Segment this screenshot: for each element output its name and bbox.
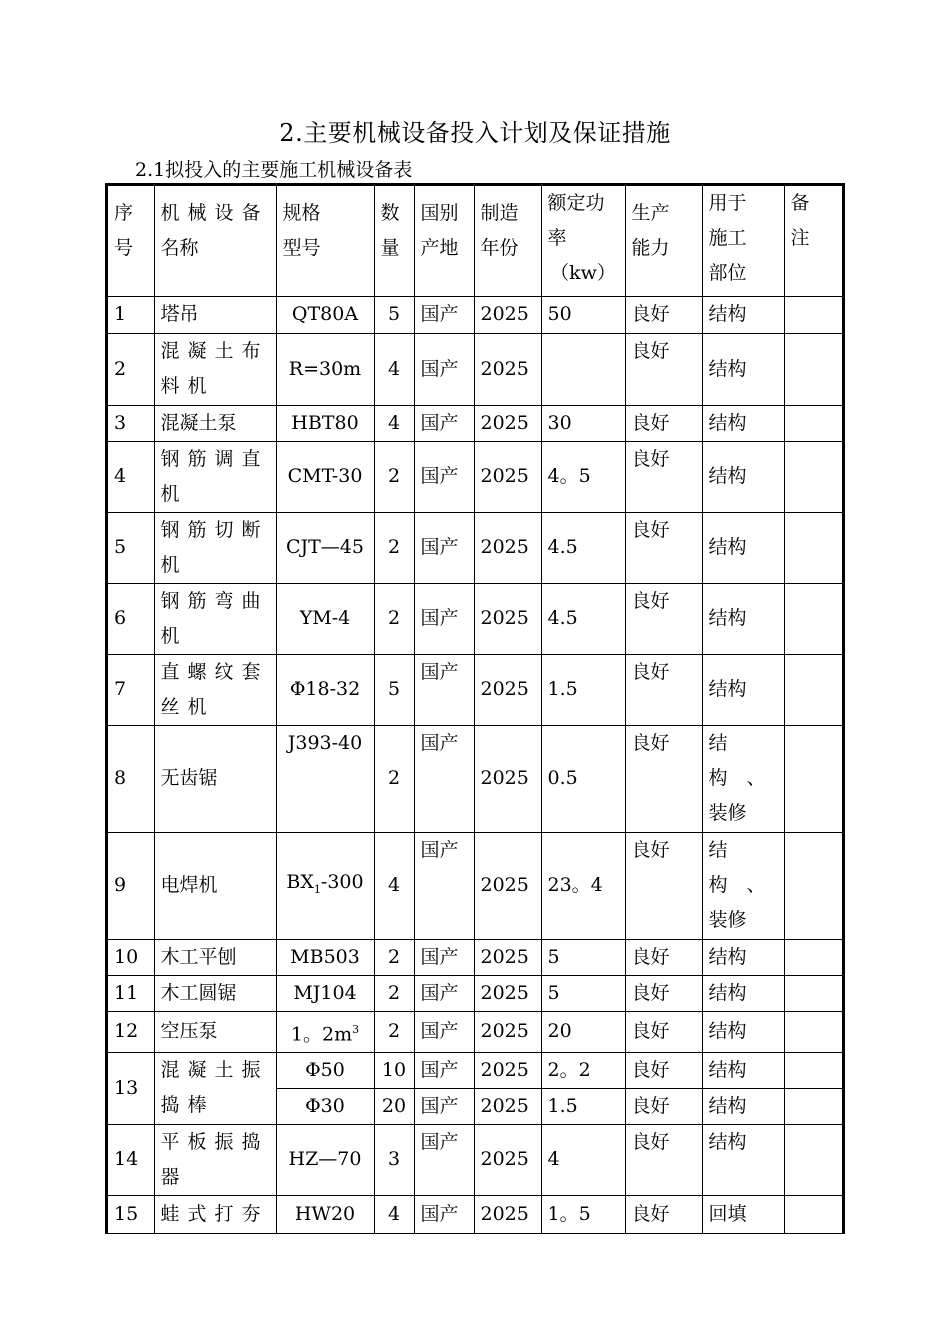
cell-qty: 2 bbox=[374, 725, 414, 832]
cell-usage: 结构 bbox=[702, 1124, 784, 1195]
cell-origin: 国产 bbox=[414, 1011, 474, 1052]
cell-usage: 结构 bbox=[702, 441, 784, 512]
cell-no: 8 bbox=[108, 725, 154, 832]
cell-spec: J393-40 bbox=[276, 725, 374, 832]
header-name: 机械设备 名称 bbox=[154, 186, 276, 296]
cell-usage: 结 构 、 装修 bbox=[702, 832, 784, 939]
cell-no: 14 bbox=[108, 1124, 154, 1195]
cell-capacity: 良好 bbox=[625, 1088, 702, 1124]
cell-name: 蛙式打夯 bbox=[154, 1195, 276, 1233]
cell-origin: 国产 bbox=[414, 1124, 474, 1195]
cell-qty: 2 bbox=[374, 939, 414, 975]
cell-name: 木工圆锯 bbox=[154, 975, 276, 1011]
cell-note bbox=[784, 654, 842, 725]
cell-power: 0.5 bbox=[541, 725, 625, 832]
cell-name: 混凝土振捣棒 bbox=[154, 1052, 276, 1124]
cell-qty: 5 bbox=[374, 654, 414, 725]
table-header-row bbox=[108, 186, 842, 296]
cell-origin: 国产 bbox=[414, 1088, 474, 1124]
cell-origin: 国产 bbox=[414, 512, 474, 583]
cell-power: 1。5 bbox=[541, 1195, 625, 1233]
cell-capacity: 良好 bbox=[625, 1011, 702, 1052]
cell-usage: 结构 bbox=[702, 1011, 784, 1052]
table-row bbox=[108, 441, 842, 512]
cell-year: 2025 bbox=[474, 832, 541, 939]
cell-no: 10 bbox=[108, 939, 154, 975]
cell-capacity: 良好 bbox=[625, 654, 702, 725]
cell-capacity: 良好 bbox=[625, 1052, 702, 1088]
cell-capacity: 良好 bbox=[625, 333, 702, 405]
cell-qty: 4 bbox=[374, 405, 414, 441]
cell-no: 6 bbox=[108, 583, 154, 654]
cell-year: 2025 bbox=[474, 975, 541, 1011]
table-row bbox=[108, 583, 842, 654]
cell-usage: 结 构 、 装修 bbox=[702, 725, 784, 832]
table-row bbox=[108, 725, 842, 832]
cell-name: 空压泵 bbox=[154, 1011, 276, 1052]
cell-spec: Φ18-32 bbox=[276, 654, 374, 725]
cell-usage: 结构 bbox=[702, 405, 784, 441]
cell-power: 2。2 bbox=[541, 1052, 625, 1088]
cell-year: 2025 bbox=[474, 441, 541, 512]
cell-origin: 国产 bbox=[414, 939, 474, 975]
cell-spec: 1。$2m^3$ bbox=[276, 1011, 374, 1052]
cell-no: 1 bbox=[108, 296, 154, 333]
cell-power: 4.5 bbox=[541, 583, 625, 654]
cell-power: 23。4 bbox=[541, 832, 625, 939]
cell-spec: $BX_1-300$ bbox=[276, 832, 374, 939]
cell-capacity: 良好 bbox=[625, 296, 702, 333]
cell-usage: 结构 bbox=[702, 939, 784, 975]
cell-origin: 国产 bbox=[414, 725, 474, 832]
table-row bbox=[108, 832, 842, 939]
cell-usage: 结构 bbox=[702, 512, 784, 583]
cell-year: 2025 bbox=[474, 583, 541, 654]
cell-qty: 10 bbox=[374, 1052, 414, 1088]
cell-no: 5 bbox=[108, 512, 154, 583]
cell-power: 4 bbox=[541, 1124, 625, 1195]
table-row bbox=[108, 1011, 842, 1052]
cell-power: 4。5 bbox=[541, 441, 625, 512]
cell-note bbox=[784, 939, 842, 975]
cell-year: 2025 bbox=[474, 725, 541, 832]
table-row bbox=[108, 405, 842, 441]
cell-origin: 国产 bbox=[414, 654, 474, 725]
cell-note bbox=[784, 1124, 842, 1195]
cell-spec: Φ30 bbox=[276, 1088, 374, 1124]
cell-usage: 结构 bbox=[702, 975, 784, 1011]
cell-spec: QT80A bbox=[276, 296, 374, 333]
cell-year: 2025 bbox=[474, 1124, 541, 1195]
equipment-table bbox=[108, 186, 842, 1234]
cell-origin: 国产 bbox=[414, 333, 474, 405]
cell-power: 1.5 bbox=[541, 654, 625, 725]
cell-qty: 4 bbox=[374, 333, 414, 405]
cell-qty: 5 bbox=[374, 296, 414, 333]
cell-usage: 回填 bbox=[702, 1195, 784, 1233]
cell-usage: 结构 bbox=[702, 654, 784, 725]
cell-capacity: 良好 bbox=[625, 583, 702, 654]
cell-qty: 20 bbox=[374, 1088, 414, 1124]
cell-capacity: 良好 bbox=[625, 441, 702, 512]
header-usage: 用于 施工 部位 bbox=[702, 186, 784, 296]
cell-note bbox=[784, 975, 842, 1011]
cell-spec: Φ50 bbox=[276, 1052, 374, 1088]
cell-spec: CJT—45 bbox=[276, 512, 374, 583]
cell-note bbox=[784, 583, 842, 654]
header-power: 额定功 率 （kw） bbox=[541, 186, 625, 296]
cell-no: 9 bbox=[108, 832, 154, 939]
cell-note bbox=[784, 441, 842, 512]
cell-origin: 国产 bbox=[414, 583, 474, 654]
cell-spec: MJ104 bbox=[276, 975, 374, 1011]
cell-year: 2025 bbox=[474, 1052, 541, 1088]
cell-year: 2025 bbox=[474, 296, 541, 333]
cell-capacity: 良好 bbox=[625, 1195, 702, 1233]
table-row bbox=[108, 939, 842, 975]
cell-capacity: 良好 bbox=[625, 405, 702, 441]
cell-qty: 2 bbox=[374, 512, 414, 583]
cell-power: 4.5 bbox=[541, 512, 625, 583]
cell-qty: 3 bbox=[374, 1124, 414, 1195]
table-row bbox=[108, 296, 842, 333]
cell-spec: HZ—70 bbox=[276, 1124, 374, 1195]
cell-no: 13 bbox=[108, 1052, 154, 1124]
cell-name: 直螺纹套丝机 bbox=[154, 654, 276, 725]
cell-note bbox=[784, 333, 842, 405]
cell-note bbox=[784, 832, 842, 939]
cell-capacity: 良好 bbox=[625, 725, 702, 832]
page-title: 2.主要机械设备投入计划及保证措施 bbox=[279, 119, 671, 147]
header-no: 序 号 bbox=[108, 186, 154, 296]
cell-name: 塔吊 bbox=[154, 296, 276, 333]
cell-name: 混凝土泵 bbox=[154, 405, 276, 441]
cell-spec: R=30m bbox=[276, 333, 374, 405]
cell-power bbox=[541, 333, 625, 405]
header-year: 制造 年份 bbox=[474, 186, 541, 296]
table-row bbox=[108, 512, 842, 583]
cell-power: 30 bbox=[541, 405, 625, 441]
cell-note bbox=[784, 1052, 842, 1088]
cell-no: 2 bbox=[108, 333, 154, 405]
cell-usage: 结构 bbox=[702, 1052, 784, 1088]
cell-origin: 国产 bbox=[414, 832, 474, 939]
cell-power: 5 bbox=[541, 975, 625, 1011]
cell-note bbox=[784, 1011, 842, 1052]
cell-capacity: 良好 bbox=[625, 512, 702, 583]
cell-spec: HBT80 bbox=[276, 405, 374, 441]
cell-year: 2025 bbox=[474, 939, 541, 975]
cell-usage: 结构 bbox=[702, 333, 784, 405]
cell-qty: 2 bbox=[374, 1011, 414, 1052]
cell-name: 钢筋调直机 bbox=[154, 441, 276, 512]
cell-note bbox=[784, 296, 842, 333]
cell-origin: 国产 bbox=[414, 405, 474, 441]
cell-note bbox=[784, 1195, 842, 1233]
cell-year: 2025 bbox=[474, 1011, 541, 1052]
cell-no: 11 bbox=[108, 975, 154, 1011]
cell-power: 20 bbox=[541, 1011, 625, 1052]
cell-qty: 4 bbox=[374, 832, 414, 939]
cell-note bbox=[784, 512, 842, 583]
table-row bbox=[108, 333, 842, 405]
header-origin: 国别 产地 bbox=[414, 186, 474, 296]
header-spec: 规格 型号 bbox=[276, 186, 374, 296]
cell-origin: 国产 bbox=[414, 975, 474, 1011]
header-capacity: 生产 能力 bbox=[625, 186, 702, 296]
table-row bbox=[108, 975, 842, 1011]
cell-qty: 2 bbox=[374, 975, 414, 1011]
cell-note bbox=[784, 1088, 842, 1124]
cell-no: 7 bbox=[108, 654, 154, 725]
cell-usage: 结构 bbox=[702, 1088, 784, 1124]
cell-usage: 结构 bbox=[702, 583, 784, 654]
cell-origin: 国产 bbox=[414, 441, 474, 512]
cell-capacity: 良好 bbox=[625, 939, 702, 975]
table-caption: 2.1拟投入的主要施工机械设备表 bbox=[135, 159, 413, 181]
cell-power: 5 bbox=[541, 939, 625, 975]
table-row bbox=[108, 1124, 842, 1195]
cell-origin: 国产 bbox=[414, 1195, 474, 1233]
cell-no: 4 bbox=[108, 441, 154, 512]
cell-note bbox=[784, 725, 842, 832]
cell-year: 2025 bbox=[474, 405, 541, 441]
cell-name: 混凝土布料机 bbox=[154, 333, 276, 405]
cell-qty: 2 bbox=[374, 583, 414, 654]
cell-capacity: 良好 bbox=[625, 832, 702, 939]
equipment-table-frame bbox=[105, 183, 845, 1234]
header-note: 备 注 bbox=[784, 186, 842, 296]
cell-qty: 4 bbox=[374, 1195, 414, 1233]
table-row bbox=[108, 1195, 842, 1233]
cell-no: 3 bbox=[108, 405, 154, 441]
cell-note bbox=[784, 405, 842, 441]
cell-year: 2025 bbox=[474, 333, 541, 405]
cell-capacity: 良好 bbox=[625, 975, 702, 1011]
header-qty: 数 量 bbox=[374, 186, 414, 296]
cell-name: 钢筋弯曲机 bbox=[154, 583, 276, 654]
cell-usage: 结构 bbox=[702, 296, 784, 333]
cell-year: 2025 bbox=[474, 1195, 541, 1233]
cell-spec: MB503 bbox=[276, 939, 374, 975]
cell-name: 无齿锯 bbox=[154, 725, 276, 832]
cell-spec: YM-4 bbox=[276, 583, 374, 654]
cell-name: 平板振捣器 bbox=[154, 1124, 276, 1195]
cell-power: 1.5 bbox=[541, 1088, 625, 1124]
cell-year: 2025 bbox=[474, 654, 541, 725]
table-row bbox=[108, 654, 842, 725]
cell-name: 电焊机 bbox=[154, 832, 276, 939]
cell-no: 12 bbox=[108, 1011, 154, 1052]
cell-power: 50 bbox=[541, 296, 625, 333]
cell-name: 木工平刨 bbox=[154, 939, 276, 975]
cell-no: 15 bbox=[108, 1195, 154, 1233]
cell-capacity: 良好 bbox=[625, 1124, 702, 1195]
cell-year: 2025 bbox=[474, 1088, 541, 1124]
cell-origin: 国产 bbox=[414, 1052, 474, 1088]
cell-qty: 2 bbox=[374, 441, 414, 512]
table-row bbox=[108, 1052, 842, 1088]
cell-origin: 国产 bbox=[414, 296, 474, 333]
cell-name: 钢筋切断机 bbox=[154, 512, 276, 583]
cell-spec: CMT-30 bbox=[276, 441, 374, 512]
cell-spec: HW20 bbox=[276, 1195, 374, 1233]
cell-year: 2025 bbox=[474, 512, 541, 583]
